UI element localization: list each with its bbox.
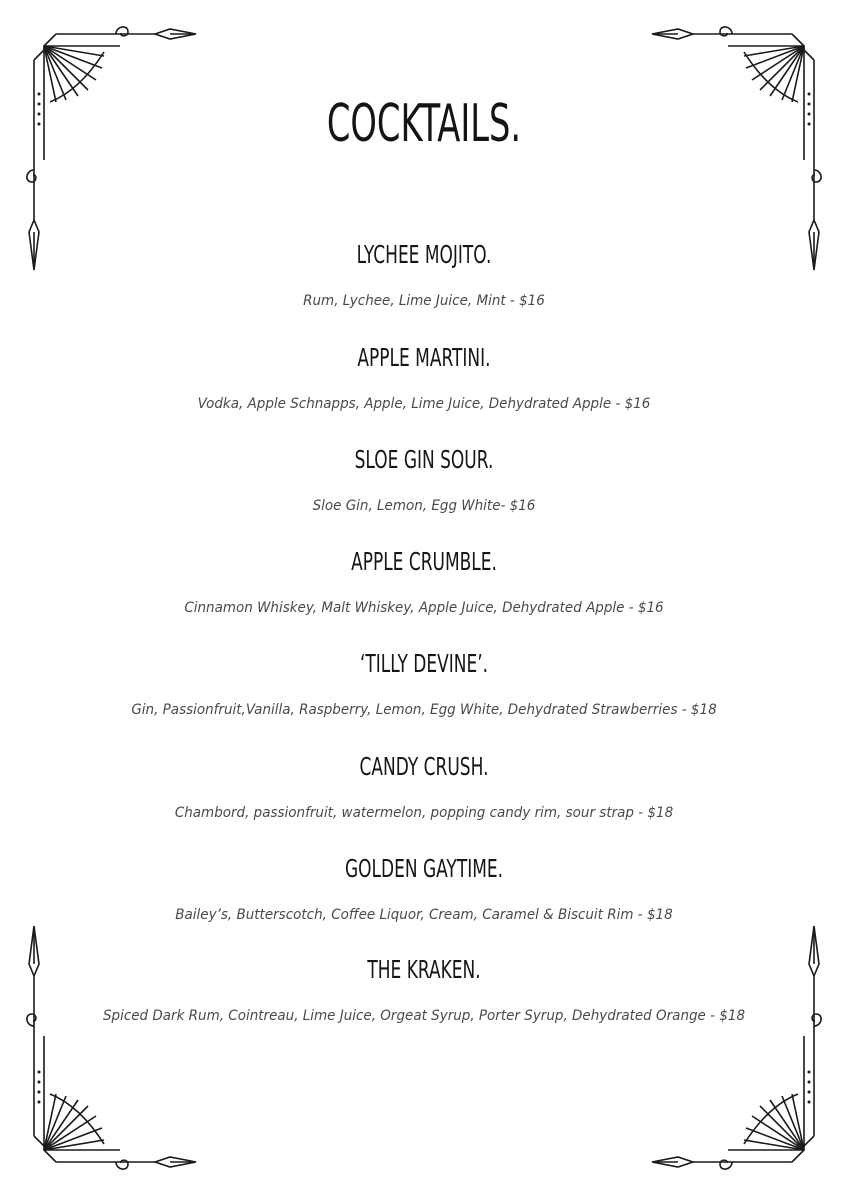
cocktail-name: THE KRAKEN. [367, 955, 481, 984]
cocktail-name: ‘TILLY DEVINE’. [359, 649, 489, 678]
menu-item [0, 445, 848, 515]
cocktail-description: Rum, Lychee, Lime Juice, Mint - $16 [303, 293, 545, 309]
menu-item [0, 752, 848, 822]
cocktail-name: APPLE MARTINI. [357, 343, 491, 372]
menu-item [0, 343, 848, 413]
cocktail-name: CANDY CRUSH. [359, 752, 489, 781]
cocktail-description: Spiced Dark Rum, Cointreau, Lime Juice, Orgeat Syrup, Porter Syrup, Dehydrated Orange - $18 [102, 1008, 746, 1024]
cocktail-description: Vodka, Apple Schnapps, Apple, Lime Juice, Dehydrated Apple - $16 [197, 396, 651, 412]
cocktail-description: Cinnamon Whiskey, Malt Whiskey, Apple Juice, Dehydrated Apple - $16 [184, 600, 664, 616]
cocktail-name: GOLDEN GAYTIME. [344, 854, 504, 883]
menu-item [0, 854, 848, 924]
cocktail-name: SLOE GIN SOUR. [354, 445, 494, 474]
cocktail-description: Bailey’s, Butterscotch, Coffee Liquor, Cream, Caramel & Biscuit Rim - $18 [175, 907, 673, 923]
cocktail-name: LYCHEE MOJITO. [356, 240, 492, 269]
cocktail-description: Sloe Gin, Lemon, Egg White- $16 [312, 498, 536, 514]
cocktail-description: Chambord, passionfruit, watermelon, popping candy rim, sour strap - $18 [174, 805, 674, 821]
page-title: COCKTAILS. [326, 94, 522, 154]
menu-item [0, 547, 848, 617]
menu-item [0, 955, 848, 1025]
menu-item [0, 649, 848, 719]
cocktail-name: APPLE CRUMBLE. [351, 547, 497, 576]
cocktail-description: Gin, Passionfruit,Vanilla, Raspberry, Lemon, Egg White, Dehydrated Strawberries - $18 [131, 702, 717, 718]
menu-item [0, 240, 848, 310]
